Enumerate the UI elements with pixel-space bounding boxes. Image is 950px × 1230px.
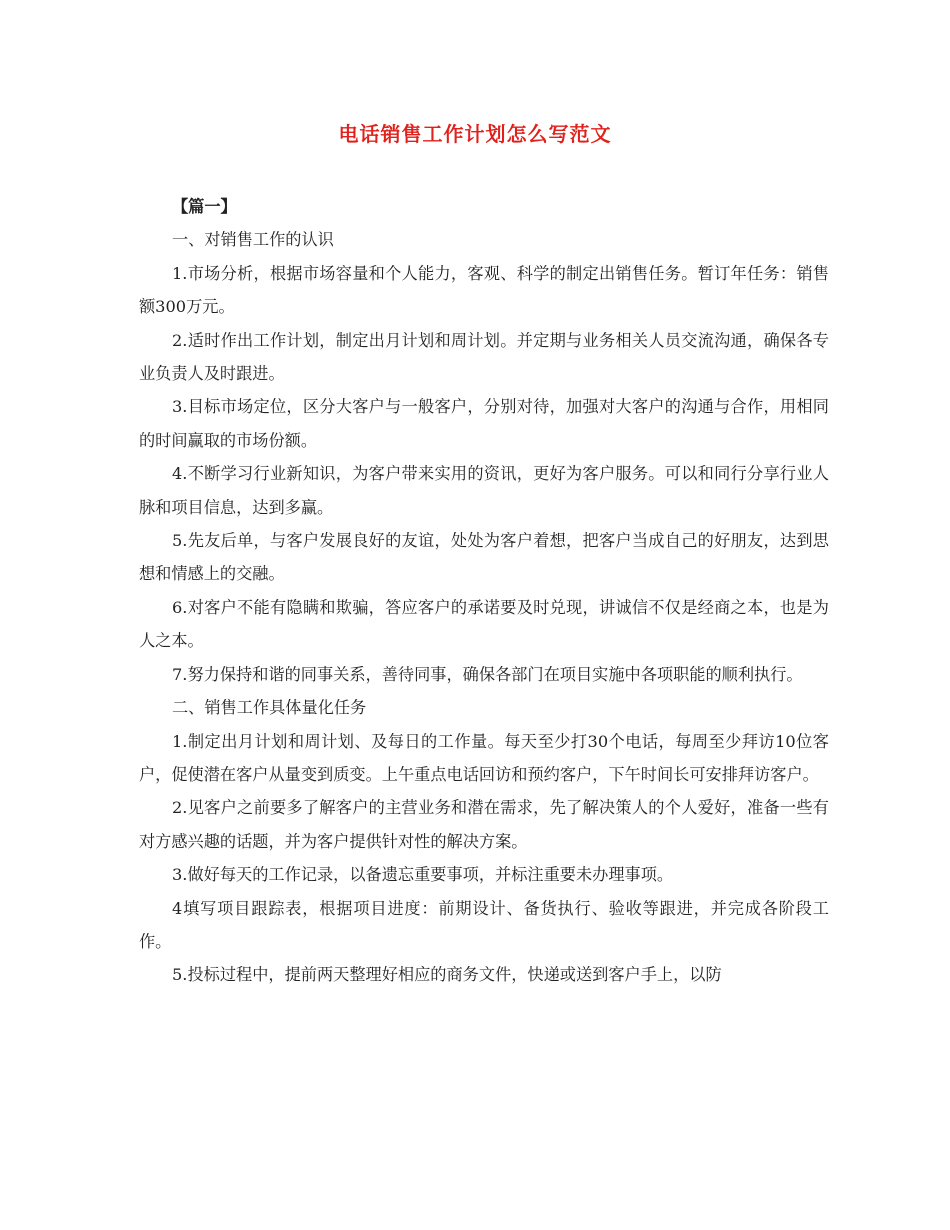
document-title: 电话销售工作计划怎么写范文 [338, 122, 612, 146]
paragraph: 2.适时作出工作计划，制定出月计划和周计划。并定期与业务相关人员交流沟通，确保各专业负责人及时跟进。 [139, 330, 829, 384]
paragraph: 6.对客户不能有隐瞒和欺骗，答应客户的承诺要及时兑现，讲诚信不仅是经商之本，也是为人之本。 [139, 597, 829, 651]
document-body [139, 190, 829, 992]
section-marker: 【篇一】 [172, 197, 237, 216]
paragraph: 1.市场分析，根据市场容量和个人能力，客观、科学的制定出销售任务。暂订年任务：销售额300万元。 [139, 263, 829, 317]
paragraph: 4填写项目跟踪表，根据项目进度：前期设计、备货执行、验收等跟进，并完成各阶段工作。 [139, 898, 829, 951]
paragraph: 1.制定出月计划和周计划、及每日的工作量。每天至少打30个电话，每周至少拜访10位客户，促使潜在客户从量变到质变。上午重点电话回访和预约客户，下午时间长可安排拜访客户。 [139, 731, 829, 784]
paragraph: 5.先友后单，与客户发展良好的友谊，处处为客户着想，把客户当成自己的好朋友，达到思想和情感上的交融。 [139, 531, 829, 584]
section-heading-2: 二、销售工作具体量化任务 [172, 698, 367, 718]
paragraph: 4.不断学习行业新知识，为客户带来实用的资讯，更好为客户服务。可以和同行分享行业人脉和项目信息，达到多赢。 [139, 464, 829, 517]
paragraph: 5.投标过程中，提前两天整理好相应的商务文件，快递或送到客户手上，以防 [172, 965, 722, 985]
paragraph: 2.见客户之前要多了解客户的主营业务和潜在需求，先了解决策人的个人爱好，准备一些有对方感兴趣的话题，并为客户提供针对性的解决方案。 [139, 798, 829, 851]
section-heading-1: 一、对销售工作的认识 [172, 230, 334, 250]
paragraph: 7.努力保持和谐的同事关系，善待同事，确保各部门在项目实施中各项职能的顺利执行。 [172, 664, 803, 684]
paragraph: 3.目标市场定位，区分大客户与一般客户，分别对待，加强对大客户的沟通与合作，用相同的时间赢取的市场份额。 [139, 397, 829, 450]
paragraph: 3.做好每天的工作记录，以备遗忘重要事项，并标注重要未办理事项。 [172, 865, 674, 885]
